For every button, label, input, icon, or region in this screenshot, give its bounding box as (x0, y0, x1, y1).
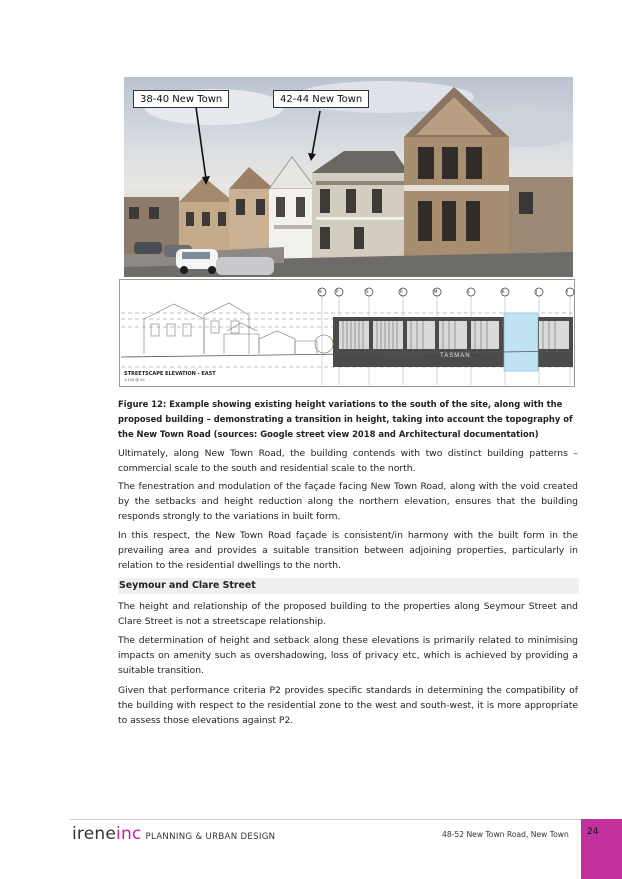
grid-marker: L (468, 289, 471, 294)
grid-marker: S (366, 289, 369, 294)
callout-38-40-new-town: 38-40 New Town (133, 90, 229, 108)
footer-address: 48-52 New Town Road, New Town (442, 830, 569, 839)
elevation-label: STREETSCAPE ELEVATION - EAST (124, 371, 216, 377)
elevation-scale: 1:100 @ A1 (124, 378, 145, 382)
grid-marker: K (502, 289, 505, 294)
paragraph-4: The height and relationship of the proposed building to the properties along Seymour Street and Clare Street is not a streetscape relationship. (118, 601, 578, 628)
grid-markers (119, 287, 575, 297)
logo-tagline: PLANNING & URBAN DESIGN (145, 832, 276, 842)
paragraph-6: Given that performance criteria P2 provides specific standards in determining the compatibility of the building with respect to the residential zone to the west and south-west, it is more appropriate to assess those elevations against P2. (118, 685, 578, 727)
figure-caption: Figure 12: Example showing existing height variations to the south of the site, along with the proposed building – demonstrating a transition in height, taking into account the topography of the New Town Road (sources: Google street view 2018 and Architectural documentation) (118, 399, 573, 439)
grid-marker: I (567, 289, 569, 294)
company-logo (72, 824, 275, 847)
grid-marker: J (536, 289, 538, 294)
grid-marker: R (400, 289, 403, 294)
section-heading: Seymour and Clare Street (118, 578, 579, 594)
paragraph-2: The fenestration and modulation of the façade facing New Town Road, along with the void created by the setbacks and height reduction along the northern elevation, ensures that the building responds strongly to the variations in built form. (118, 481, 578, 523)
callout-42-44-new-town: 42-44 New Town (273, 90, 369, 108)
paragraph-3: In this respect, the New Town Road façade is consistent/in harmony with the built form in the prevailing area and provides a suitable transition between adjoining properties, particularly in relation to the residential dwellings to the north. (118, 530, 578, 572)
page-number: 24 (587, 827, 599, 837)
paragraph-1: Ultimately, along New Town Road, the building contends with two distinct building patterns – commercial scale to the south and residential scale to the north. (118, 448, 578, 475)
logo-accent: inc (116, 824, 142, 844)
grid-marker: 8 (319, 289, 322, 294)
footer-divider (70, 819, 582, 820)
paragraph-5: The determination of height and setback along these elevations is primarily related to minimising impacts on amenity such as overshadowing, loss of privacy etc, which is achieved by providing a suitable transition. (118, 635, 578, 677)
grid-marker: P (336, 289, 339, 294)
tasman-sign: TASMAN (440, 353, 471, 359)
logo-main: irene (72, 824, 117, 844)
grid-marker: M (434, 289, 438, 294)
